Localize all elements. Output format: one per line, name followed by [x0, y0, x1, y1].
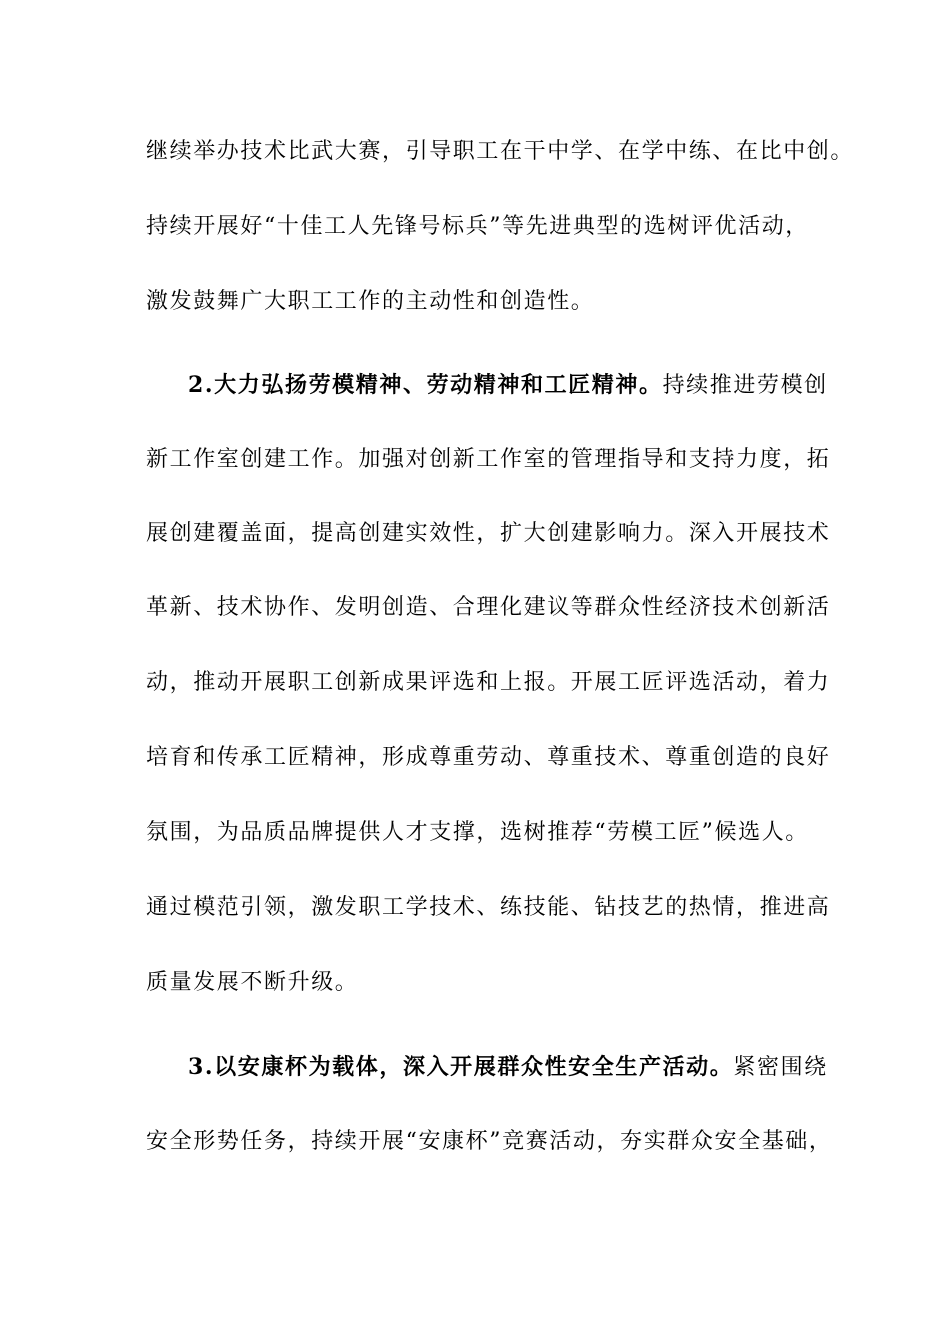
paragraph-2-line-4: 革新、技术协作、发明创造、合理化建议等群众性经济技术创新活 — [146, 595, 831, 620]
paragraph-2-heading: 2.大力弘扬劳模精神、劳动精神和工匠精神。 — [188, 372, 663, 398]
paragraph-2-first-line-text: 持续推进劳模创 — [662, 373, 828, 398]
paragraph-2-line-8: 通过模范引领，激发职工学技术、练技能、钻技艺的热情，推进高 — [146, 895, 831, 920]
paragraph-1-line-2: 持续开展好“十佳工人先锋号标兵”等先进典型的选树评优活动， — [146, 214, 809, 239]
paragraph-1-line-3: 激发鼓舞广大职工工作的主动性和创造性。 — [146, 289, 595, 314]
paragraph-2-line-7: 氛围，为品质品牌提供人才支撑，选树推荐“劳模工匠”候选人。 — [146, 820, 809, 845]
paragraph-3-line-2: 安全形势任务，持续开展“安康杯”竞赛活动，夯实群众安全基础， — [146, 1129, 833, 1154]
paragraph-2-line-5: 动，推动开展职工创新成果评选和上报。开展工匠评选活动，着力 — [146, 670, 831, 695]
paragraph-2-line-3: 展创建覆盖面，提高创建实效性，扩大创建影响力。深入开展技术 — [146, 521, 831, 546]
paragraph-2-line-9: 质量发展不断升级。 — [146, 970, 359, 995]
paragraph-2-line-2: 新工作室创建工作。加强对创新工作室的管理指导和支持力度，拓 — [146, 447, 831, 472]
paragraph-3-heading: 3.以安康杯为载体，深入开展群众性安全生产活动。 — [188, 1054, 734, 1080]
paragraph-2-line-6: 培育和传承工匠精神，形成尊重劳动、尊重技术、尊重创造的良好 — [146, 745, 831, 770]
paragraph-1-line-1: 继续举办技术比武大赛，引导职工在干中学、在学中练、在比中创。 — [146, 139, 855, 164]
paragraph-3-first-line-text: 紧密围绕 — [733, 1055, 828, 1080]
paragraph-3-first-line — [188, 1047, 828, 1087]
paragraph-2-first-line — [188, 365, 828, 405]
